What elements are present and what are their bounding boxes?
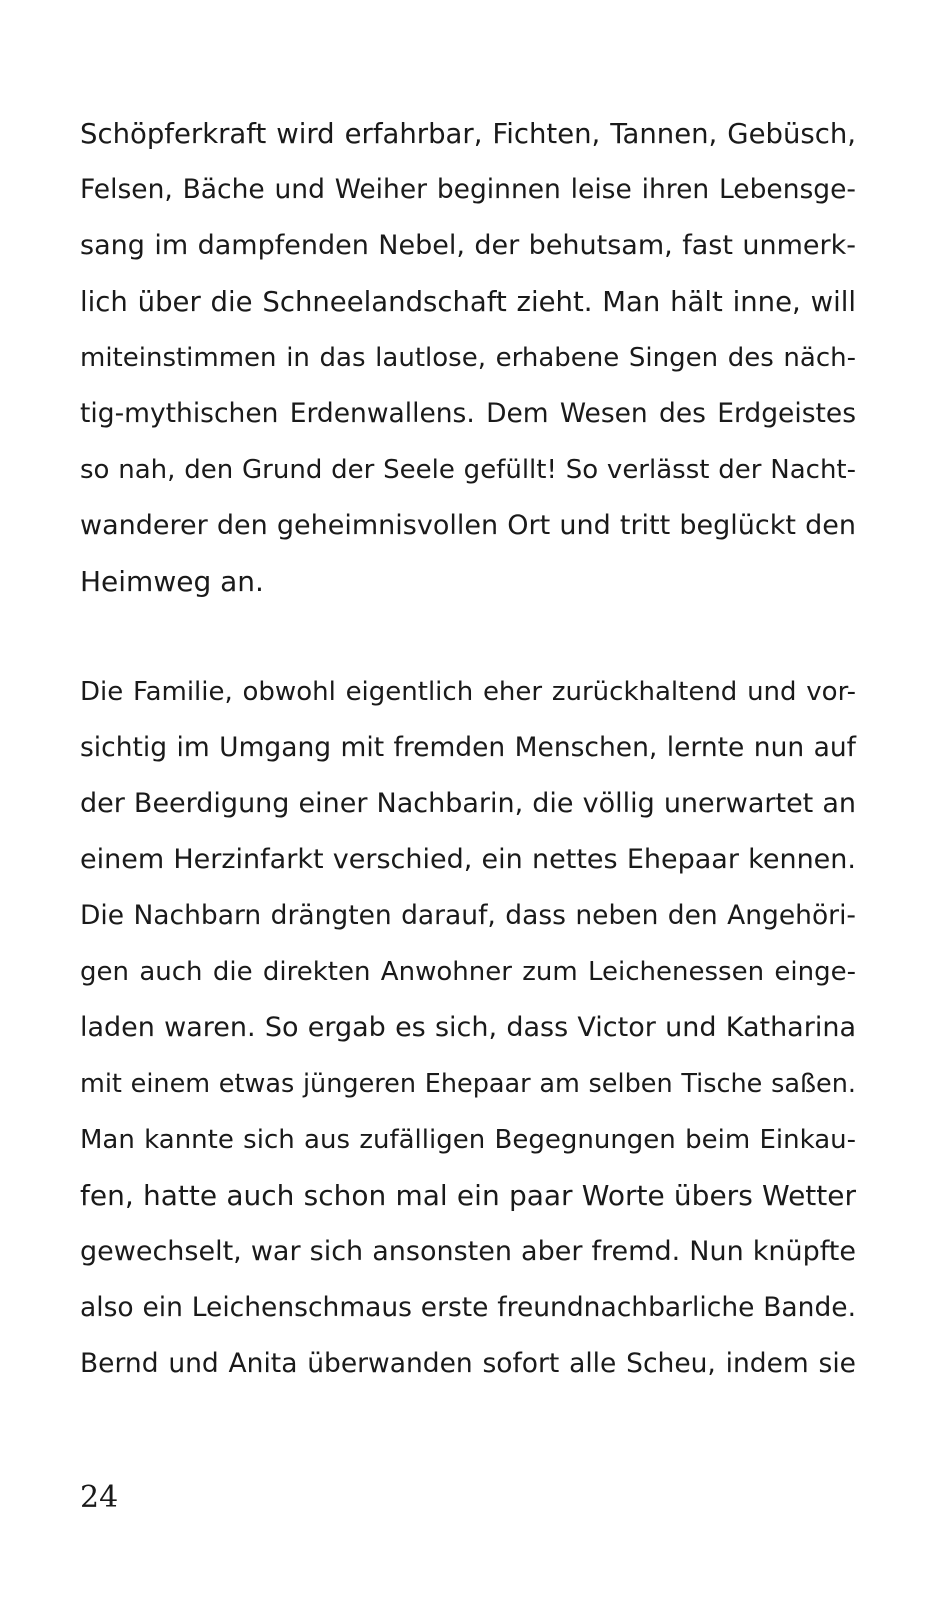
text-line: tig-mythischen Erdenwallens. Dem Wesen des Erdgeistes bbox=[80, 398, 856, 429]
text-line: wanderer den geheimnisvollen Ort und tritt beglückt den bbox=[80, 510, 856, 541]
text-line: sichtig im Umgang mit fremden Menschen, lernte nun auf bbox=[80, 732, 856, 763]
text-line: fen, hatte auch schon mal ein paar Worte übers Wetter bbox=[80, 1179, 856, 1212]
text-line: also ein Leichenschmaus erste freundnachbarliche Bande. bbox=[80, 1292, 856, 1323]
paragraph-night-walk bbox=[80, 106, 856, 610]
text-line: mit einem etwas jüngeren Ehepaar am selben Tische saßen. bbox=[80, 1069, 856, 1099]
text-line: laden waren. So ergab es sich, dass Victor und Katharina bbox=[80, 1012, 856, 1043]
text-line: miteinstimmen in das lautlose, erhabene Singen des näch- bbox=[80, 343, 856, 373]
text-line: einem Herzinfarkt verschied, ein nettes Ehepaar kennen. bbox=[80, 844, 856, 875]
text-line: so nah, den Grund der Seele gefüllt! So verlässt der Nacht- bbox=[80, 455, 856, 485]
text-line: Felsen, Bäche und Weiher beginnen leise ihren Lebensge- bbox=[80, 174, 856, 205]
text-line: gewechselt, war sich ansonsten aber fremd. Nun knüpfte bbox=[80, 1236, 856, 1267]
text-line: Die Nachbarn drängten darauf, dass neben den Angehöri- bbox=[80, 900, 856, 931]
paragraph-family bbox=[80, 664, 856, 1392]
text-line: Heimweg an. bbox=[80, 565, 264, 598]
text-line: Schöpferkraft wird erfahrbar, Fichten, Tannen, Gebüsch, bbox=[80, 118, 856, 150]
text-line: Man kannte sich aus zufälligen Begegnungen beim Einkau- bbox=[80, 1125, 856, 1155]
text-line: sang im dampfenden Nebel, der behutsam, fast unmerk- bbox=[80, 230, 856, 261]
page-number: 24 bbox=[80, 1480, 119, 1515]
text-line: Bernd und Anita überwanden sofort alle Scheu, indem sie bbox=[80, 1348, 856, 1379]
text-line: Die Familie, obwohl eigentlich eher zurückhaltend und vor- bbox=[80, 677, 856, 707]
text-line: lich über die Schneelandschaft zieht. Man hält inne, will bbox=[80, 286, 856, 318]
text-line: der Beerdigung einer Nachbarin, die völlig unerwartet an bbox=[80, 788, 856, 819]
text-line: gen auch die direkten Anwohner zum Leichenessen einge- bbox=[80, 957, 856, 987]
